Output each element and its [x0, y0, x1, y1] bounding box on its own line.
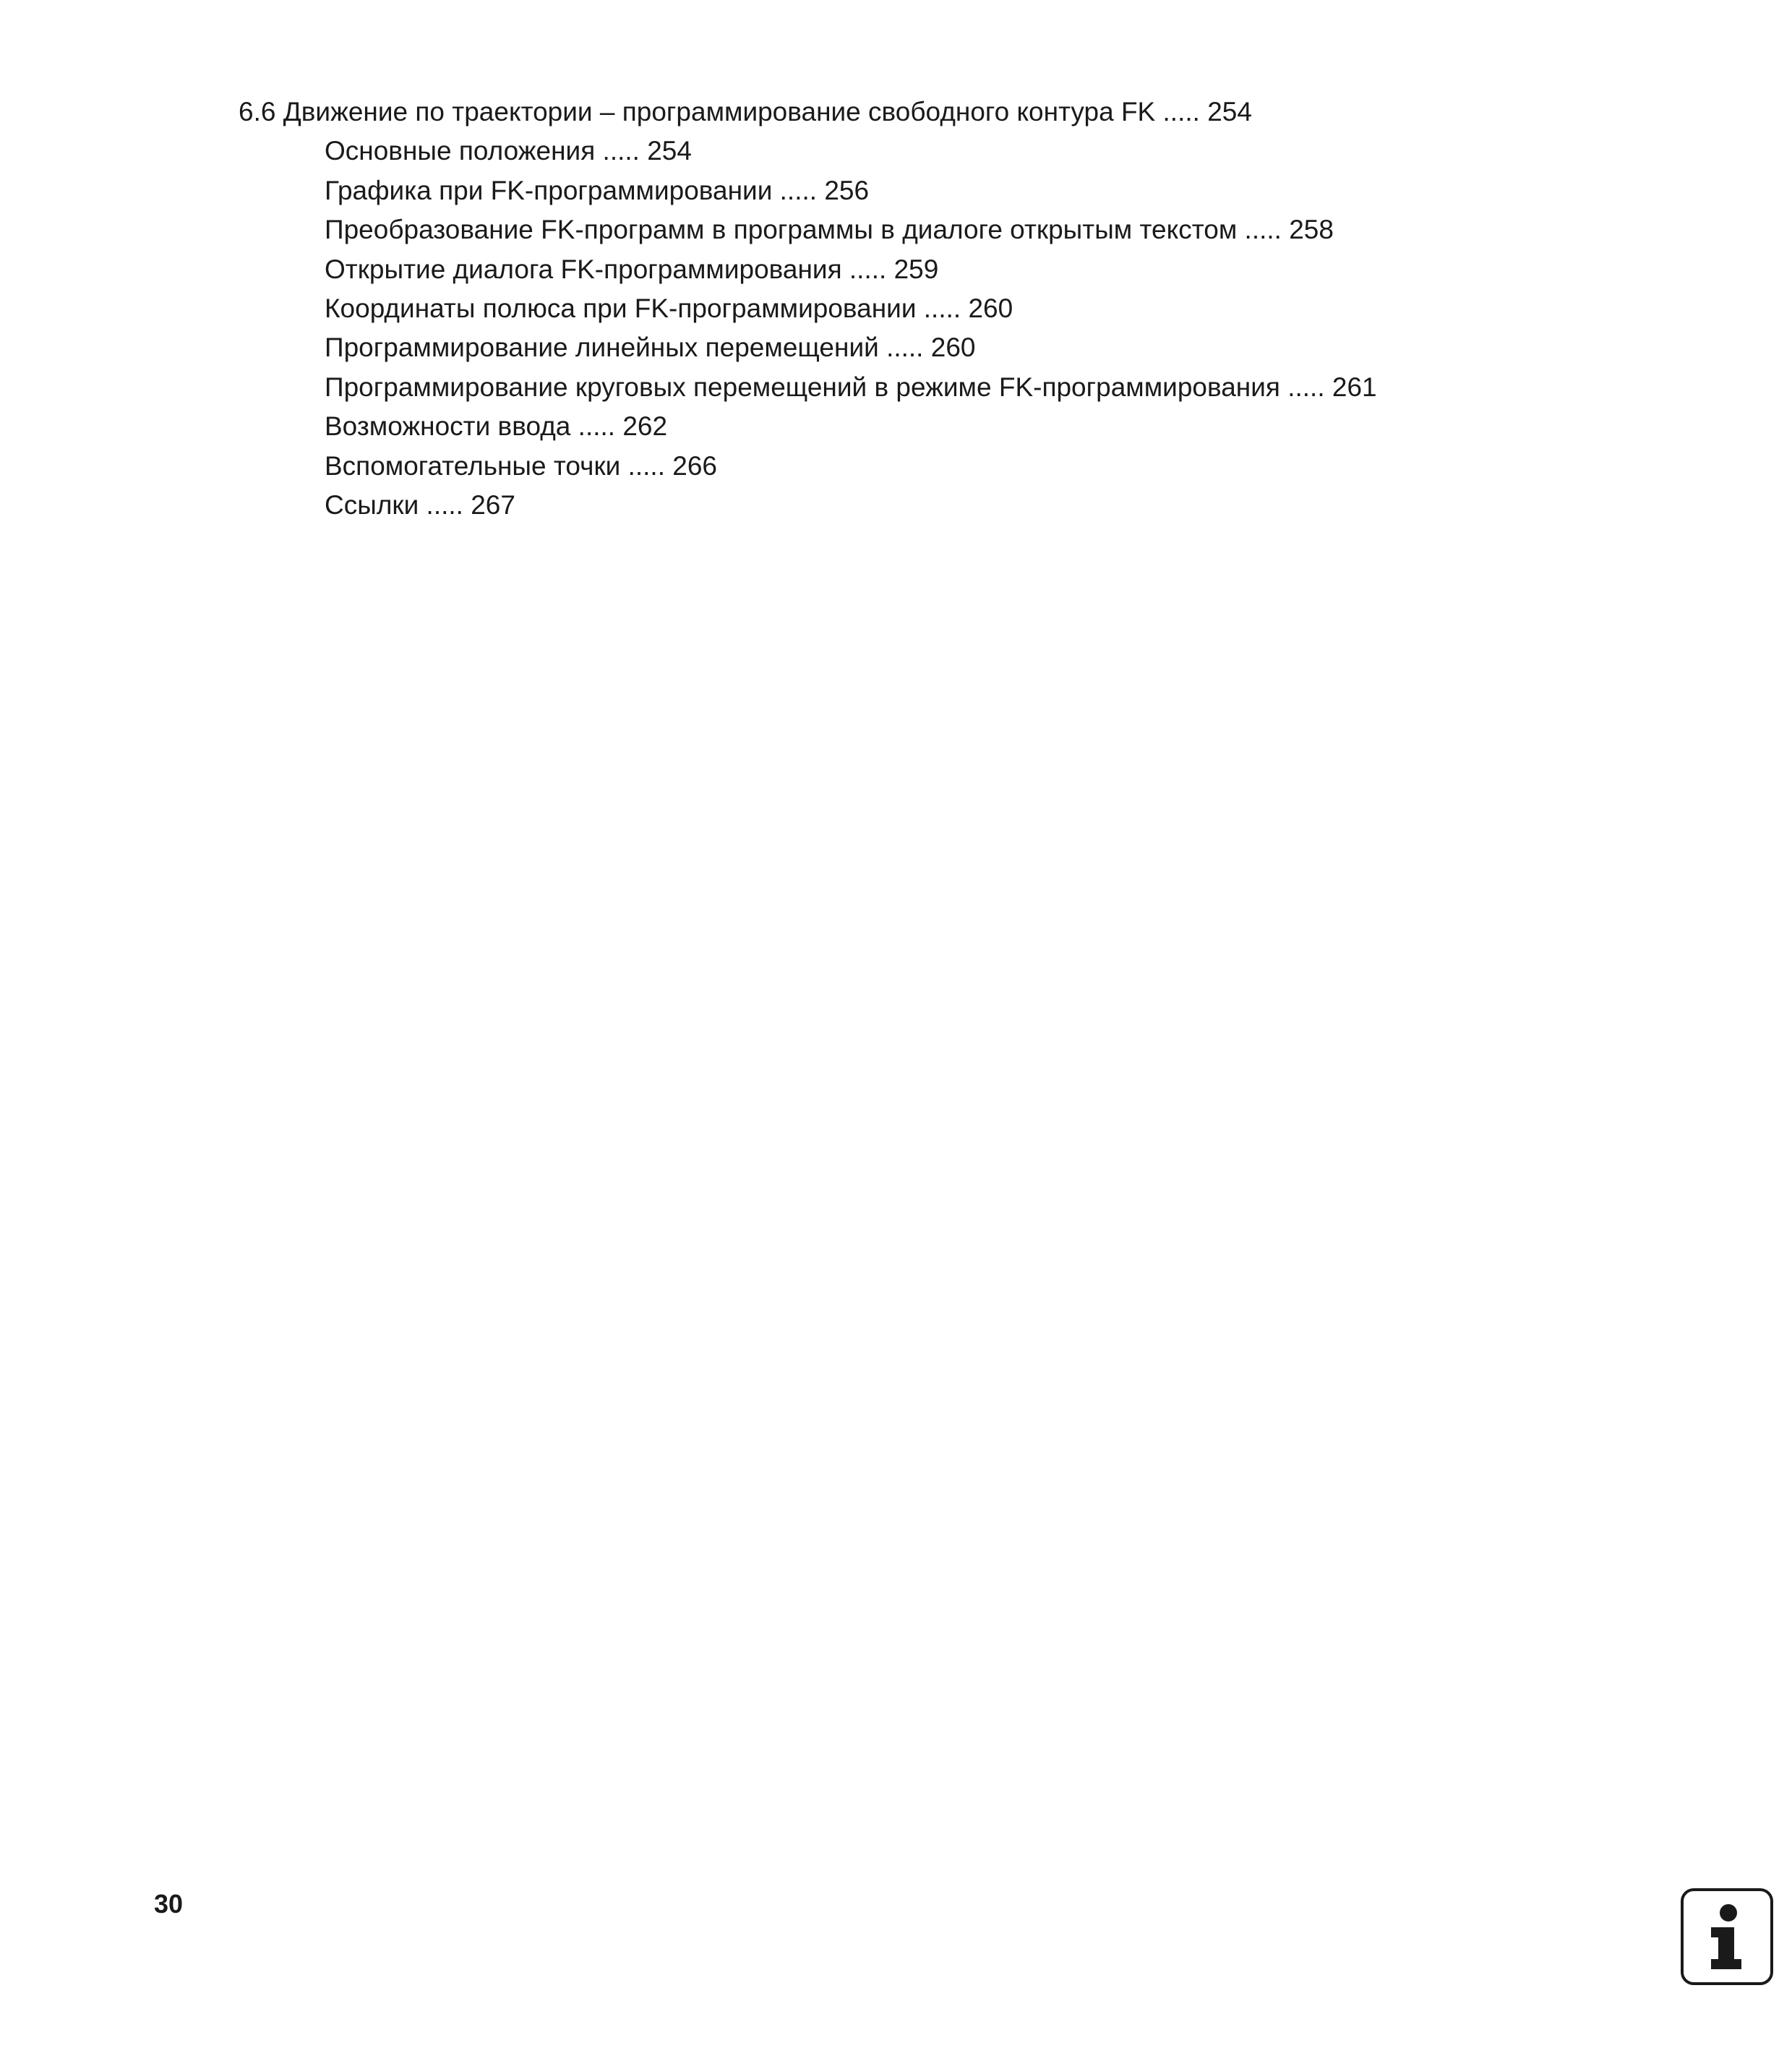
toc-entry-title: Ссылки: [325, 490, 419, 520]
toc-leader: .....: [886, 333, 924, 363]
toc-entry-title: Координаты полюса при FK-программировании: [325, 294, 917, 324]
toc-entry-title: Возможности ввода: [325, 411, 571, 442]
toc-leader: .....: [602, 136, 640, 166]
toc-entry[interactable]: [325, 171, 1377, 210]
info-icon-glyph: [1684, 1891, 1770, 1982]
toc-leader: .....: [426, 490, 463, 520]
page-number: 30: [154, 1889, 184, 1919]
toc-leader: .....: [849, 254, 887, 284]
toc-entry-title: Программирование линейных перемещений: [325, 333, 879, 363]
toc-entry[interactable]: [325, 250, 1377, 289]
toc-leader: .....: [923, 294, 961, 324]
toc-leader: .....: [578, 411, 616, 442]
toc-entry[interactable]: [325, 132, 1377, 171]
toc-entry[interactable]: [325, 289, 1377, 328]
toc-entry-title: Графика при FK-программировании: [325, 175, 773, 205]
toc-page-number: 260: [968, 294, 1013, 324]
toc-entry-title: Вспомогательные точки: [325, 450, 621, 481]
toc-page-number: 259: [893, 254, 939, 284]
toc-section-title: Движение по траектории – программирование свободного контура FK: [283, 97, 1156, 127]
toc-entry[interactable]: [325, 486, 1377, 525]
toc-leader: .....: [1287, 372, 1325, 402]
info-icon[interactable]: [1681, 1888, 1773, 1985]
toc-section-number: 6.6: [239, 97, 276, 127]
toc-entry-title: Открытие диалога FK-программирования: [325, 254, 842, 284]
toc-leader: .....: [779, 175, 818, 205]
toc-leader: .....: [1244, 215, 1282, 245]
toc-entry[interactable]: [325, 368, 1377, 407]
toc-entry[interactable]: [325, 210, 1377, 249]
toc-leader: .....: [627, 450, 665, 481]
toc-entry[interactable]: [325, 447, 1377, 486]
toc-entry-title: Преобразование FK-программ в программы в диалоге открытым текстом: [325, 215, 1238, 245]
toc-section-heading[interactable]: [239, 93, 1377, 132]
toc-page-number: 262: [622, 411, 668, 442]
toc-entry[interactable]: [325, 328, 1377, 367]
toc-page-number: 266: [672, 450, 718, 481]
toc-page-number: 258: [1289, 215, 1334, 245]
toc-page-number: 261: [1332, 372, 1377, 402]
toc-entry-title: Основные положения: [325, 136, 596, 166]
toc-page-number: 256: [824, 175, 870, 205]
toc-page-number: 254: [1207, 97, 1252, 127]
toc-entry-title: Программирование круговых перемещений в режиме FK-программирования: [325, 372, 1280, 402]
toc-entry[interactable]: [325, 407, 1377, 446]
toc-page-number: 254: [647, 136, 692, 166]
toc-leader: .....: [1162, 97, 1200, 127]
table-of-contents: [239, 93, 1377, 525]
toc-page-number: 267: [471, 490, 515, 520]
toc-page-number: 260: [930, 333, 976, 363]
